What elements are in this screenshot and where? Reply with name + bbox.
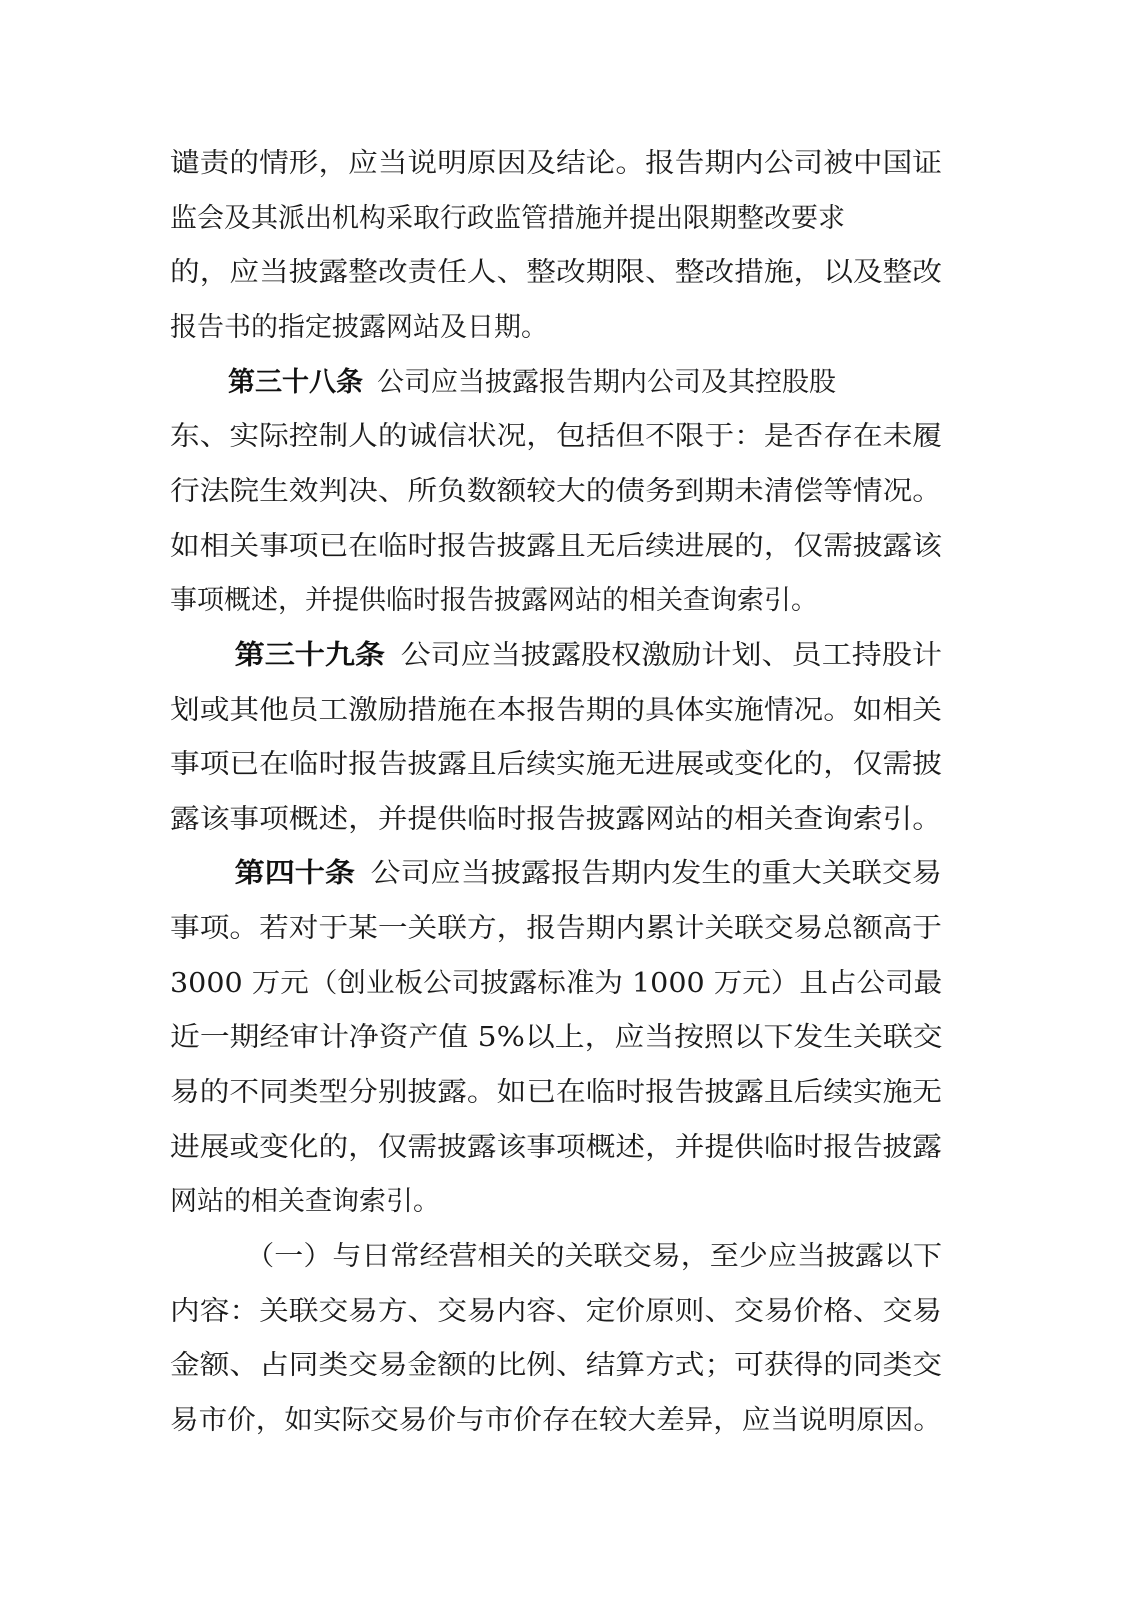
item-1-text: （一）与日常经营相关的关联交易，至少应当披露以下 xyxy=(245,1241,942,1272)
article-40-text: 公司应当披露报告期内发生的重大关联交易 xyxy=(370,858,942,889)
text-line: 谴责的情形，应当说明原因及结论。报告期内公司被中国证 xyxy=(170,148,942,179)
item-1-first-line xyxy=(170,1237,942,1277)
text-line: 监会及其派出机构采取行政监管措施并提出限期整改要求 xyxy=(170,203,845,234)
text-line: 网站的相关查询索引。 xyxy=(170,1186,440,1217)
text-line: 东、实际控制人的诚信状况，包括但不限于：是否存在未履 xyxy=(170,421,942,452)
article-40-first-line xyxy=(170,854,942,894)
text-line: 如相关事项已在临时报告披露且无后续进展的，仅需披露该 xyxy=(170,531,942,562)
article-40-heading: 第四十条 xyxy=(234,858,355,889)
text-line: 金额、占同类交易金额的比例、结算方式；可获得的同类交 xyxy=(170,1350,942,1381)
text-line: 划或其他员工激励措施在本报告期的具体实施情况。如相关 xyxy=(170,695,942,726)
article-38-heading: 第三十八条 xyxy=(228,367,363,398)
text-line: 的，应当披露整改责任人、整改期限、整改措施，以及整改 xyxy=(170,257,942,288)
text-line: 进展或变化的，仅需披露该事项概述，并提供临时报告披露 xyxy=(170,1132,942,1163)
text-line: 内容：关联交易方、交易内容、定价原则、交易价格、交易 xyxy=(170,1296,942,1327)
text-line: 3000 万元（创业板公司披露标准为 1000 万元）且占公司最 xyxy=(170,968,943,999)
text-line: 行法院生效判决、所负数额较大的债务到期未清偿等情况。 xyxy=(170,476,942,507)
text-line: 近一期经审计净资产值 5%以上，应当按照以下发生关联交 xyxy=(170,1022,943,1053)
text-line: 事项已在临时报告披露且后续实施无进展或变化的，仅需披 xyxy=(170,749,942,780)
article-39-first-line xyxy=(170,636,942,676)
article-39-text: 公司应当披露股权激励计划、员工持股计 xyxy=(400,640,942,671)
article-38-first-line xyxy=(170,363,836,403)
text-line: 露该事项概述，并提供临时报告披露网站的相关查询索引。 xyxy=(170,804,942,835)
text-line: 易市价，如实际交易价与市价存在较大差异，应当说明原因。 xyxy=(170,1405,942,1436)
text-line: 易的不同类型分别披露。如已在临时报告披露且后续实施无 xyxy=(170,1077,942,1108)
text-line: 事项。若对于某一关联方，报告期内累计关联交易总额高于 xyxy=(170,913,942,944)
text-line: 报告书的指定披露网站及日期。 xyxy=(170,312,548,343)
article-39-heading: 第三十九条 xyxy=(234,640,386,671)
text-line: 事项概述，并提供临时报告披露网站的相关查询索引。 xyxy=(170,585,818,616)
article-38-text: 公司应当披露报告期内公司及其控股股 xyxy=(377,367,836,398)
